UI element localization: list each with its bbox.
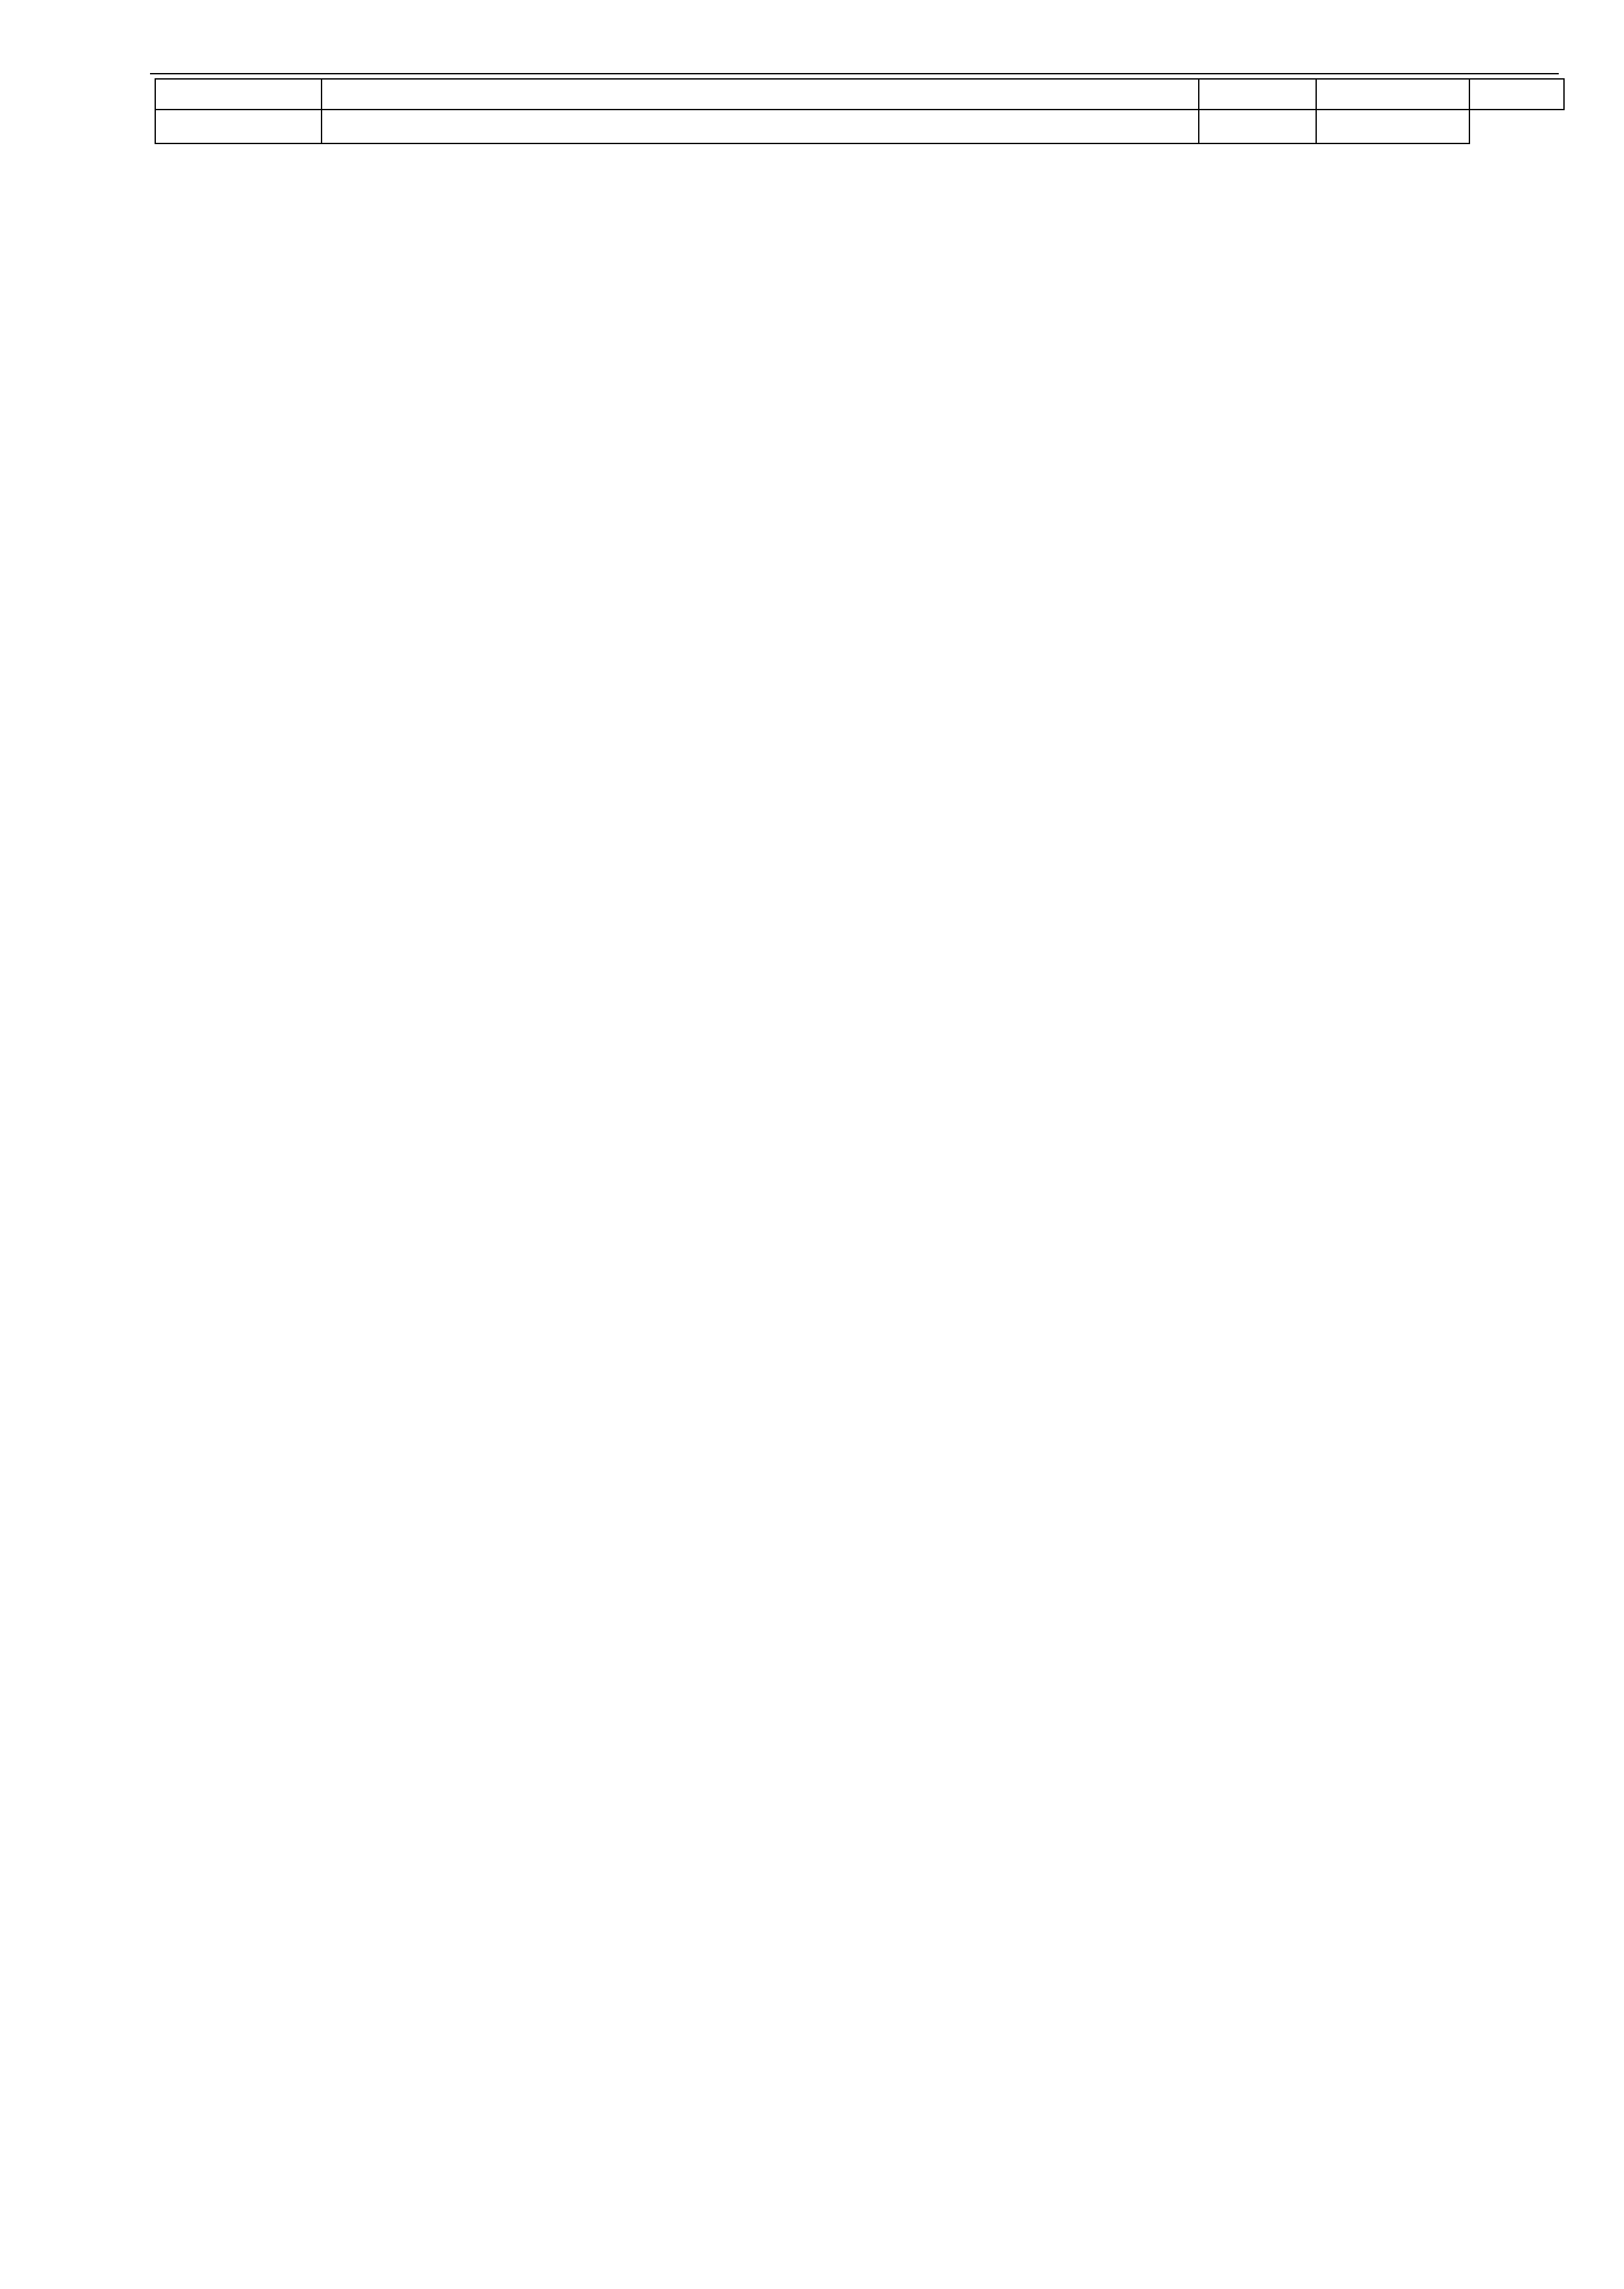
- rate-description: [322, 110, 1199, 143]
- price-cell: [1316, 110, 1469, 143]
- column-number: [1316, 79, 1469, 110]
- column-number: [155, 79, 322, 110]
- rate-code: [155, 110, 322, 143]
- table-row: [155, 110, 1564, 143]
- price-table: [155, 78, 1565, 144]
- column-number-row: [155, 79, 1564, 110]
- price-table-body: [155, 79, 1564, 143]
- header-rule: [150, 73, 1559, 74]
- rank-cell: [1199, 110, 1316, 143]
- column-number: [322, 79, 1199, 110]
- column-number: [1469, 79, 1564, 110]
- column-number: [1199, 79, 1316, 110]
